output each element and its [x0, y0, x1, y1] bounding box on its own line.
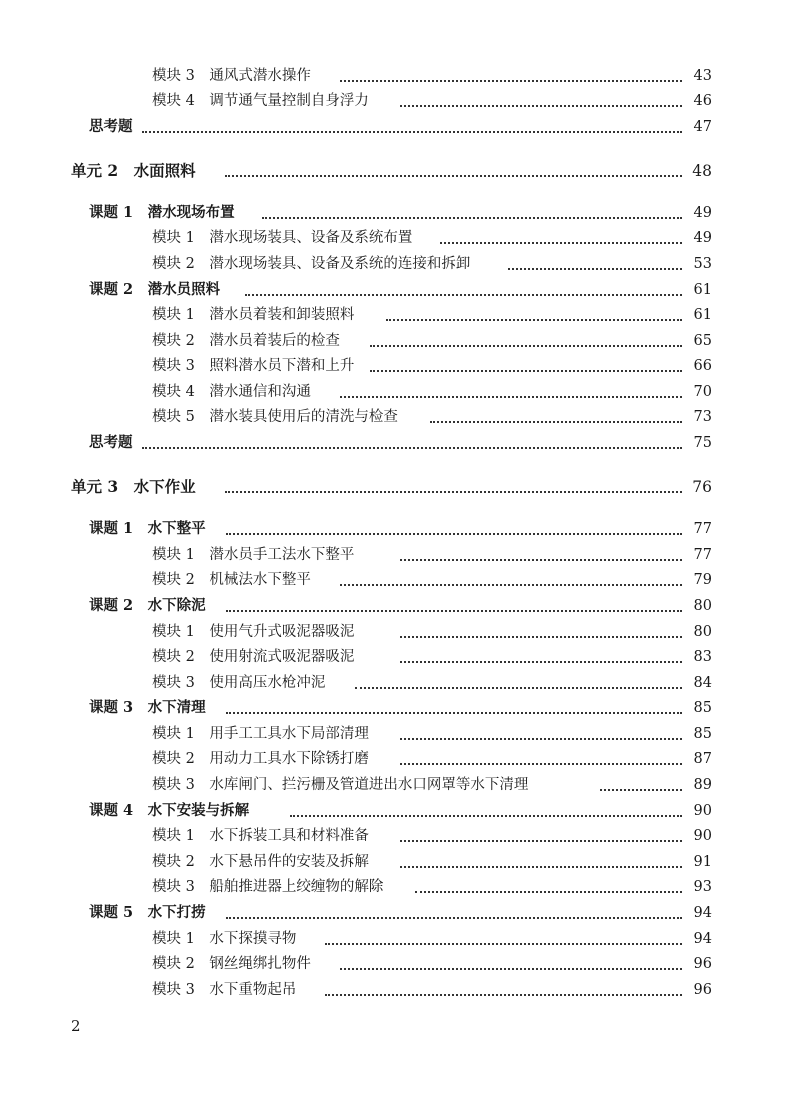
toc-entry-page: 85 — [693, 700, 712, 716]
toc-entry-page: 90 — [693, 803, 712, 819]
toc-entry-module[interactable] — [0, 672, 790, 694]
toc-entry-module[interactable] — [0, 748, 790, 770]
toc-entry-module[interactable] — [0, 825, 790, 847]
toc-entry-page: 80 — [693, 624, 712, 640]
toc-entry-page: 73 — [693, 409, 712, 425]
toc-entry-page: 61 — [693, 282, 712, 298]
dot-leader — [400, 661, 682, 663]
toc-entry-page: 89 — [693, 777, 712, 793]
toc-entry-page: 43 — [693, 68, 712, 84]
toc-entry-label: 模块 2 潜水员着装后的检查 — [152, 330, 346, 352]
toc-entry-page: 49 — [693, 230, 712, 246]
dot-leader — [225, 491, 682, 493]
toc-entry-label: 课题 2 潜水员照料 — [89, 279, 226, 301]
toc-entry-module[interactable] — [0, 544, 790, 566]
toc-entry-label: 模块 2 水下悬吊件的安装及拆解 — [152, 851, 375, 873]
dot-leader — [600, 789, 682, 791]
toc-entry-label: 模块 5 潜水装具使用后的清洗与检查 — [152, 406, 404, 428]
toc-entry-page: 87 — [693, 751, 712, 767]
dot-leader — [225, 175, 682, 177]
dot-leader — [400, 105, 682, 107]
toc-entry-label: 模块 1 潜水员手工法水下整平 — [152, 544, 360, 566]
dot-leader — [370, 370, 682, 372]
toc-entry-page: 65 — [693, 333, 712, 349]
toc-entry-module[interactable] — [0, 979, 790, 1001]
toc-entry-topic[interactable] — [0, 697, 790, 719]
toc-entry-unit[interactable] — [0, 160, 790, 182]
dot-leader — [430, 421, 682, 423]
dot-leader — [415, 891, 682, 893]
toc-entry-module[interactable] — [0, 876, 790, 898]
toc-entry-module[interactable] — [0, 227, 790, 249]
dot-leader — [262, 217, 682, 219]
toc-entry-label: 模块 2 机械法水下整平 — [152, 569, 317, 591]
toc-entry-label: 模块 2 用动力工具水下除锈打磨 — [152, 748, 375, 770]
toc-entry-module[interactable] — [0, 330, 790, 352]
toc-entry-review-questions[interactable] — [0, 432, 790, 454]
dot-leader — [400, 840, 682, 842]
toc-entry-page: 77 — [693, 521, 712, 537]
toc-entry-unit[interactable] — [0, 476, 790, 498]
dot-leader — [400, 636, 682, 638]
toc-entry-page: 91 — [693, 854, 712, 870]
toc-entry-topic[interactable] — [0, 202, 790, 224]
toc-entry-label: 模块 3 照料潜水员下潜和上升 — [152, 355, 360, 377]
toc-entry-topic[interactable] — [0, 902, 790, 924]
toc-entry-topic[interactable] — [0, 518, 790, 540]
toc-entry-topic[interactable] — [0, 279, 790, 301]
toc-entry-module[interactable] — [0, 774, 790, 796]
toc-entry-page: 75 — [693, 435, 712, 451]
toc-entry-review-questions[interactable] — [0, 116, 790, 138]
toc-entry-page: 94 — [693, 905, 712, 921]
dot-leader — [355, 687, 682, 689]
toc-entry-module[interactable] — [0, 355, 790, 377]
dot-leader — [400, 763, 682, 765]
toc-entry-label: 模块 2 钢丝绳绑扎物件 — [152, 953, 317, 975]
toc-entry-module[interactable] — [0, 381, 790, 403]
toc-entry-label: 模块 2 潜水现场装具、设备及系统的连接和拆卸 — [152, 253, 476, 275]
toc-entry-page: 77 — [693, 547, 712, 563]
toc-entry-page: 76 — [692, 478, 712, 496]
toc-entry-module[interactable] — [0, 646, 790, 668]
dot-leader — [370, 345, 682, 347]
toc-entry-module[interactable] — [0, 953, 790, 975]
toc-entry-label: 课题 2 水下除泥 — [89, 595, 212, 617]
toc-entry-label: 模块 3 水库闸门、拦污栅及管道进出水口网罩等水下清理 — [152, 774, 534, 796]
toc-entry-module[interactable] — [0, 851, 790, 873]
toc-entry-module[interactable] — [0, 90, 790, 112]
dot-leader — [325, 994, 682, 996]
toc-entry-page: 46 — [693, 93, 712, 109]
toc-entry-module[interactable] — [0, 723, 790, 745]
toc-entry-label: 模块 3 通风式潜水操作 — [152, 65, 317, 87]
toc-entry-label: 模块 1 潜水现场装具、设备及系统布置 — [152, 227, 418, 249]
dot-leader — [400, 559, 682, 561]
toc-entry-label: 模块 1 使用气升式吸泥器吸泥 — [152, 621, 360, 643]
toc-entry-module[interactable] — [0, 621, 790, 643]
dot-leader — [386, 319, 682, 321]
dot-leader — [142, 131, 682, 133]
dot-leader — [400, 738, 682, 740]
toc-entry-label: 模块 1 用手工工具水下局部清理 — [152, 723, 375, 745]
toc-entry-module[interactable] — [0, 253, 790, 275]
toc-entry-page: 49 — [693, 205, 712, 221]
toc-entry-page: 47 — [693, 119, 712, 135]
toc-entry-label: 模块 3 船舶推进器上绞缠物的解除 — [152, 876, 389, 898]
toc-entry-label: 思考题 — [89, 116, 139, 138]
toc-entry-label: 模块 1 潜水员着装和卸装照料 — [152, 304, 360, 326]
toc-entry-page: 79 — [693, 572, 712, 588]
toc-entry-page: 96 — [693, 982, 712, 998]
toc-entry-module[interactable] — [0, 928, 790, 950]
toc-entry-label: 课题 1 潜水现场布置 — [89, 202, 241, 224]
toc-entry-page: 48 — [692, 162, 712, 180]
dot-leader — [226, 712, 682, 714]
dot-leader — [340, 584, 682, 586]
toc-entry-module[interactable] — [0, 65, 790, 87]
toc-entry-module[interactable] — [0, 569, 790, 591]
toc-entry-label: 模块 1 水下探摸寻物 — [152, 928, 302, 950]
dot-leader — [340, 80, 682, 82]
toc-entry-page: 61 — [693, 307, 712, 323]
toc-entry-page: 70 — [693, 384, 712, 400]
toc-entry-module[interactable] — [0, 406, 790, 428]
toc-entry-label: 模块 4 调节通气量控制自身浮力 — [152, 90, 375, 112]
toc-entry-page: 93 — [693, 879, 712, 895]
dot-leader — [226, 917, 682, 919]
dot-leader — [226, 533, 682, 535]
dot-leader — [400, 866, 682, 868]
toc-entry-page: 66 — [693, 358, 712, 374]
toc-entry-page: 84 — [693, 675, 712, 691]
toc-entry-label: 思考题 — [89, 432, 139, 454]
toc-entry-page: 53 — [693, 256, 712, 272]
toc-entry-label: 模块 4 潜水通信和沟通 — [152, 381, 317, 403]
dot-leader — [325, 943, 682, 945]
toc-entry-label: 模块 2 使用射流式吸泥器吸泥 — [152, 646, 360, 668]
toc-entry-label: 课题 4 水下安装与拆解 — [89, 800, 255, 822]
toc-entry-topic[interactable] — [0, 595, 790, 617]
toc-entry-page: 83 — [693, 649, 712, 665]
toc-entry-label: 课题 3 水下清理 — [89, 697, 212, 719]
toc-entry-label: 模块 3 水下重物起吊 — [152, 979, 302, 1001]
toc-entry-page: 90 — [693, 828, 712, 844]
toc-entry-label: 模块 1 水下拆装工具和材料准备 — [152, 825, 375, 847]
toc-entry-topic[interactable] — [0, 800, 790, 822]
dot-leader — [142, 447, 682, 449]
dot-leader — [440, 242, 682, 244]
toc-entry-page: 94 — [693, 931, 712, 947]
toc-entry-label: 单元 2 水面照料 — [71, 160, 202, 182]
dot-leader — [226, 610, 682, 612]
toc-entry-label: 课题 5 水下打捞 — [89, 902, 212, 924]
dot-leader — [340, 396, 682, 398]
dot-leader — [245, 294, 682, 296]
toc-entry-module[interactable] — [0, 304, 790, 326]
dot-leader — [340, 968, 682, 970]
toc-entry-label: 模块 3 使用高压水枪冲泥 — [152, 672, 331, 694]
toc-entry-label: 单元 3 水下作业 — [71, 476, 202, 498]
toc-entry-label: 课题 1 水下整平 — [89, 518, 212, 540]
dot-leader — [290, 815, 682, 817]
page-number: 2 — [71, 1017, 81, 1035]
toc-entry-page: 85 — [693, 726, 712, 742]
toc-entry-page: 96 — [693, 956, 712, 972]
dot-leader — [508, 268, 682, 270]
toc-entry-page: 80 — [693, 598, 712, 614]
